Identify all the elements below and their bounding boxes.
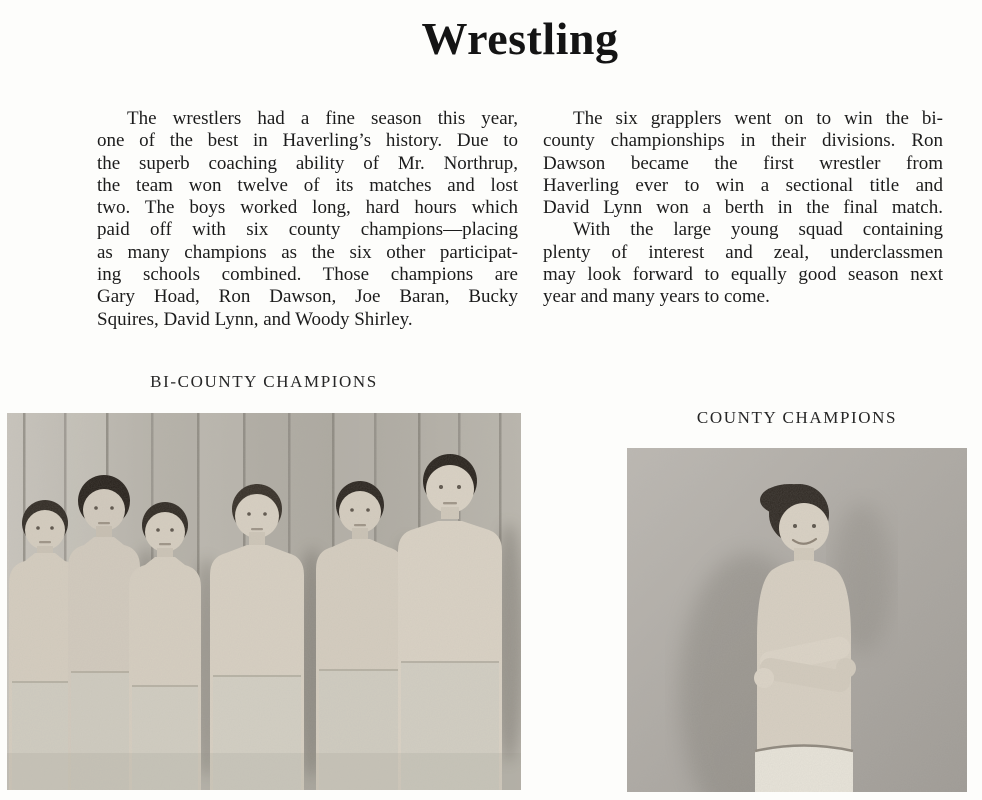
text-line: county championships in their divisions. Ron: [543, 130, 943, 152]
text-line: Dawson became the first wrestler from: [543, 152, 943, 174]
bi-county-champions-photo: [7, 413, 521, 790]
text-line: the superb coaching ability of Mr. Northrup,: [97, 152, 518, 174]
text-line: as many champions as the six other participat-: [97, 241, 518, 263]
text-line: David Lynn won a berth in the final match.: [543, 197, 943, 219]
text-line: the team won twelve of its matches and lost: [97, 174, 518, 196]
text-line: two. The boys worked long, hard hours which: [97, 197, 518, 219]
text-column-right: [543, 108, 943, 309]
county-champions-photo: [627, 448, 967, 792]
text-line: paid off with six county champions—placing: [97, 219, 518, 241]
text-line: may look forward to equally good season next: [543, 264, 943, 286]
text-line: Gary Hoad, Ron Dawson, Joe Baran, Bucky: [97, 286, 518, 308]
text-line: With the large young squad containing: [573, 219, 943, 241]
text-line: one of the best in Haverling’s history. Due to: [97, 130, 518, 152]
text-line: Squires, David Lynn, and Woody Shirley.: [97, 308, 413, 330]
text-column-left: [97, 108, 518, 331]
text-line: year and many years to come.: [543, 286, 770, 308]
text-line: The six grapplers went on to win the bi-: [573, 108, 943, 129]
page-title: Wrestling: [421, 13, 619, 64]
text-line: The wrestlers had a fine season this year,: [127, 108, 518, 129]
caption-bi-county-champions: BI-COUNTY CHAMPIONS: [150, 372, 378, 391]
text-line: Haverling ever to win a sectional title and: [543, 174, 943, 196]
text-line: ing schools combined. Those champions are: [97, 264, 518, 286]
text-line: plenty of interest and zeal, underclassmen: [543, 241, 943, 263]
caption-county-champions: COUNTY CHAMPIONS: [696, 408, 898, 427]
